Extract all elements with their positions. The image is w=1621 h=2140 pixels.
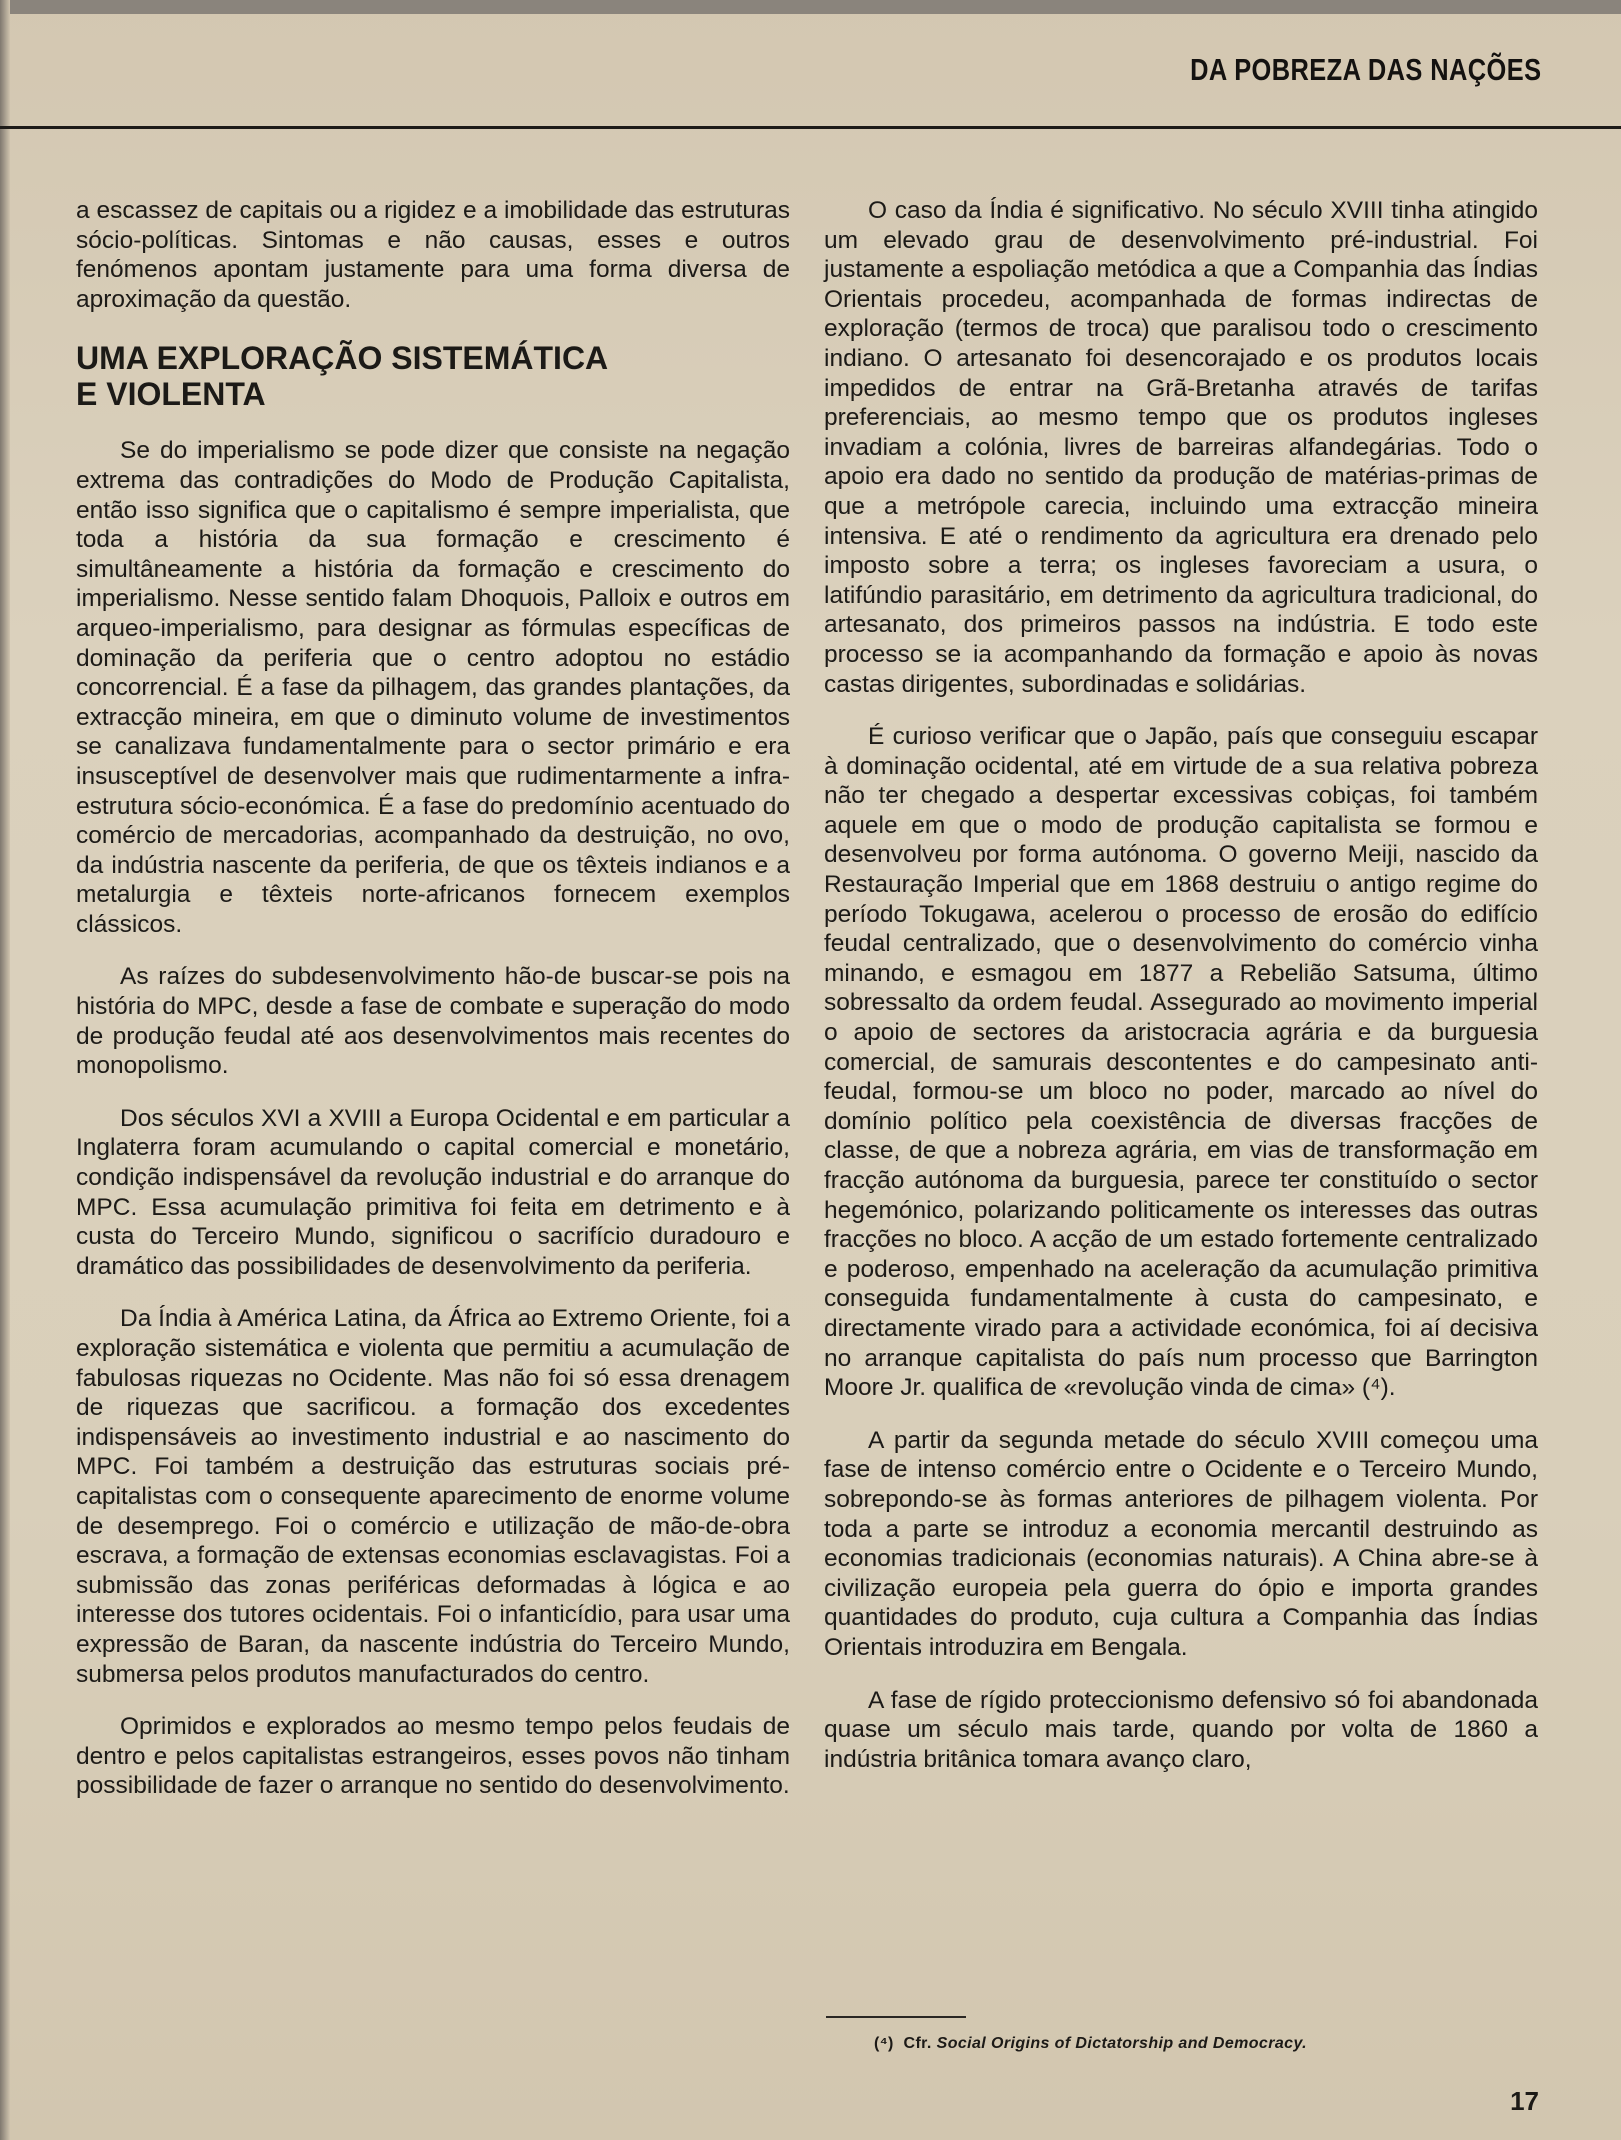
paragraph: Oprimidos e explorados ao mesmo tempo pelos feudais de dentro e pelos capitalistas estrangeiros, esses povos não tinham possibilidade de fazer o arranque no sentido do desenvolvimento. [76,1713,790,1800]
footnote-rule [826,2016,966,2018]
footnote-prefix: Cfr. [903,2035,932,2052]
section-title-line1: UMA EXPLORAÇÃO SISTEMÁTICA [76,340,609,377]
paragraph: As raízes do subdesenvolvimento hão-de buscar-se pois na história do MPC, desde a fase de combate e superação do modo de produção feudal até aos desenvolvimentos mais recentes do monopolismo. [76,963,790,1080]
footnote [874,2035,1307,2053]
left-column [76,196,790,1824]
paragraph: O caso da Índia é significativo. No século XVIII tinha atingido um elevado grau de desenvolvimento pré-industrial. Foi justamente a espoliação metódica a que a Companhia das Índias Orientais procedeu, acompanhada de formas indirectas de exploração (termos de troca) que paralisou todo o crescimento indiano. O artesanato foi desencorajado e os produtos locais impedidos de entrar na Grã-Bretanha através de tarifas preferenciais, ao mesmo tempo que os produtos ingleses invadiam a colónia, livres de barreiras alfandegárias. Todo o apoio era dado no sentido da produção de matérias-primas de que a metrópole carecia, incluindo uma extracção mineira intensiva. E até o rendimento da agricultura era drenado pelo imposto sobre a terra; os ingleses favoreciam a usura, o latifúndio parasitário, em detrimento da agricultura tradicional, do artesanato, dos primeiros passos na indústria. E todo este processo se ia acompanhando da formação e apoio às novas castas dirigentes, subordinadas e solidárias. [824,197,1538,698]
paragraph: A fase de rígido proteccionismo defensivo só foi abandonada quase um século mais tarde, quando por volta de 1860 a indústria britânica tomara avanço claro, [824,1686,1538,1773]
scan-top-edge [0,0,1621,14]
paragraph: É curioso verificar que o Japão, país que conseguiu escapar à dominação ocidental, até em virtude de a sua relativa pobreza não ter chegado a despertar excessivas cobiças, foi também aquele em que o modo de produção capitalista se formou e desenvolveu por forma autónoma. O governo Meiji, nascido da Restauração Imperial que em 1868 destruiu o antigo regime do período Tokugawa, acelerou o processo de erosão do edifício feudal centralizado, que o desenvolvimento do comércio vinha minando, e esmagou em 1877 a Rebelião Satsuma, último sobressalto da ordem feudal. Assegurado ao movimento imperial o apoio de sectores da aristocracia agrária e da burguesia comercial, de samurais descontentes e do campesinato anti-feudal, formou-se um bloco no poder, marcado ao nível do domínio político pela coexistência de diversas fracções de classe, de que a nobreza agrária, em vias de transformação em fracção autónoma da burguesia, parece ter constituído o sector hegemónico, polarizando politicamente os interesses das outras fracções no bloco. A acção de um estado fortemente centralizado e poderoso, empenhado na aceleração da acumulação primitiva conseguida fundamentalmente à custa do campesinato, e directamente virado para a actividade económica, foi aí decisiva no arranque capitalista do país num processo que Barrington Moore Jr. qualifica de «revolução vinda de cima» (⁴). [824,723,1538,1402]
scan-left-edge [0,0,10,2140]
paragraph: Da Índia à América Latina, da África ao Extremo Oriente, foi a exploração sistemática e violenta que permitiu a acumulação de fabulosas riquezas no Ocidente. Mas não foi só essa drenagem de riquezas que sacrificou. a formação dos excedentes indispensáveis ao investimento industrial e ao nascimento do MPC. Foi também a destruição das estruturas sociais pré-capitalistas com o consequente aparecimento de enorme volume de desemprego. Foi o comércio e utilização de mão-de-obra escrava, a formação de extensas economias esclavagistas. Foi a submissão das zonas periféricas deformadas à lógica e ao interesse dos tutores ocidentais. Foi o infanticídio, para usar uma expressão de Baran, da nascente indústria do Terceiro Mundo, submersa pelos produtos manufacturados do centro. [76,1305,791,1688]
section-title-line2: E VIOLENTA [76,376,266,413]
page-number: 17 [1510,2086,1539,2116]
paragraph: Dos séculos XVI a XVIII a Europa Ocidental e em particular a Inglaterra foram acumulando o capital comercial e monetário, condição indispensável da revolução industrial e do arranque do MPC. Essa acumulação primitiva foi feita em detrimento e à custa do Terceiro Mundo, significou o sacrifício duradouro e dramático das possibilidades de desenvolvimento da periferia. [76,1104,790,1280]
paragraph: Se do imperialismo se pode dizer que consiste na negação extrema das contradições do Modo de Produção Capitalista, então isso significa que o capitalismo é sempre imperialista, que toda a história da sua formação e crescimento é simultâneamente a história da formação e crescimento do imperialismo. Nesse sentido falam Dhoquois, Palloix e outros em arqueo-imperialismo, para designar as fórmulas específicas de dominação da periferia que o centro adoptou no estádio concorrencial. É a fase da pilhagem, das grandes plantações, da extracção mineira, em que o diminuto volume de investimentos se canalizava fundamentalmente para o sector primário e era insusceptível de desenvolver mais que rudimentarmente a infra-estrutura sócio-económica. É a fase do predomínio acentuado do comércio de mercadorias, acompanhado da destruição, no ovo, da indústria nascente da periferia, de que os têxteis indianos e a metalurgia e têxteis norte-africanos fornecem exemplos clássicos. [76,437,790,938]
header-rule [0,126,1621,129]
right-column [824,196,1538,1797]
section-title [76,340,790,412]
paragraph: A partir da segunda metade do século XVIII começou uma fase de intenso comércio entre o Ocidente e o Terceiro Mundo, sobrepondo-se às formas anteriores de pilhagem violenta. Por toda a parte se introduz a economia mercantil destruindo as economias tradicionais (economias naturais). A China abre-se à civilização europeia pela guerra do ópio e importa grandes quantidades do produto, cuja cultura a Companhia das Índias Orientais introduzira em Bengala. [824,1426,1538,1661]
paragraph-continued: a escassez de capitais ou a rigidez e a imobilidade das estruturas sócio-políticas. Sintomas e não causas, esses e outros fenómenos apontam justamente para uma forma diversa de aproximação da questão. [76,197,790,313]
footnote-marker: (⁴) [874,2035,894,2052]
footnote-title: Social Origins of Dictatorship and Democracy. [936,2035,1308,2052]
running-title: DA POBREZA DAS NAÇÕES [1189,52,1541,87]
